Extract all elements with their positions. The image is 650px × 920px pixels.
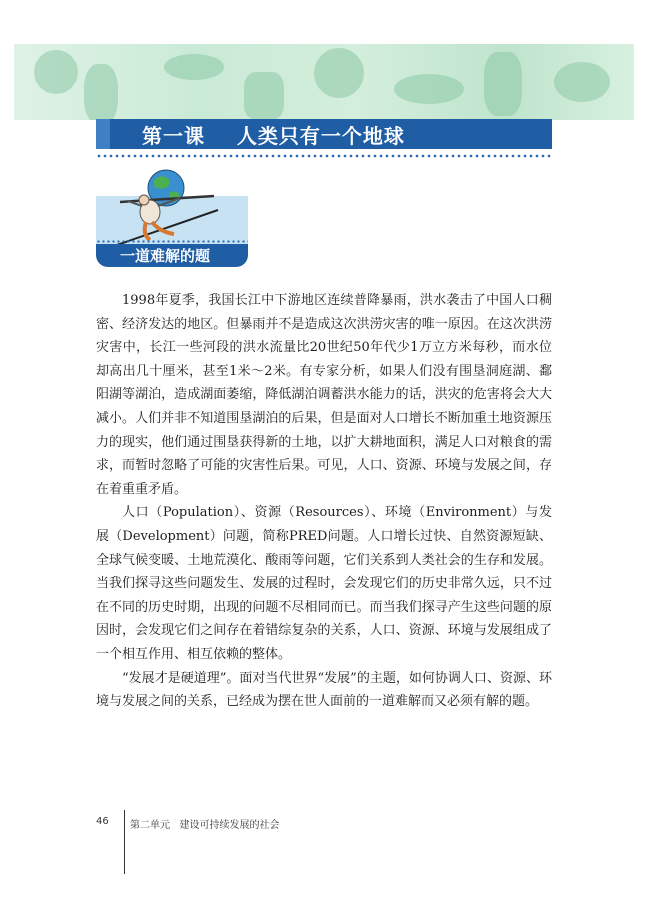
title-dotted-divider xyxy=(96,153,552,159)
page-number: 46 xyxy=(96,816,109,827)
title-bar-accent xyxy=(96,119,110,149)
section-title: 一道难解的题 xyxy=(96,244,248,267)
paragraph-2: 人口（Population）、资源（Resources）、环境（Environment）与发展（Development）问题，简称PRED问题。人口增长过快、自然资源短缺、全球气候变暖、土地荒漠化、酸雨等问题，它们关系到人类社会的生存和发展。当我们探寻这些问题发生、发展的过程时，会发现它们的历史非常久远，只不过在不同的历史时期，出现的问题不尽相同而已。而当我们探寻产生这些问题的原因时，会发现它们之间存在着错综复杂的关系，人口、资源、环境与发展组成了一个相互作用、相互依赖的整体。 xyxy=(96,505,552,662)
footer-chapter-label: 第二单元 建设可持续发展的社会 xyxy=(130,820,280,831)
footer-divider xyxy=(124,810,125,874)
paragraph-1: 1998年夏季，我国长江中下游地区连续普降暴雨，洪水袭击了中国人口稠密、经济发达的地区。但暴雨并不是造成这次洪涝灾害的唯一原因。在这次洪涝灾害中，长江一些河段的洪水流量比20世纪50年代少1万立方米每秒，而水位却高出几十厘米，甚至1米～2米。有专家分析，如果人们没有围垦洞庭湖、鄱阳湖等湖泊，造成湖面萎缩，降低湖泊调蓄洪水能力的话，洪灾的危害将会大大减小。人们并非不知道围垦湖泊的后果，但是面对人口增长不断加重土地资源压力的现实，他们通过围垦获得新的土地，以扩大耕地面积，满足人口对粮食的需求，而暂时忽略了可能的灾害性后果。可见，人口、资源、环境与发展之间，存在着重重矛盾。 xyxy=(96,293,552,497)
body-text xyxy=(96,289,552,714)
lesson-title-bar xyxy=(96,119,552,149)
globe-tightrope-walker-illustration xyxy=(110,166,222,250)
paragraph-3: “发展才是硬道理”。面对当代世界“发展”的主题，如何协调人口、资源、环境与发展之间的关系，已经成为摆在世人面前的一道难解而又必须有解的题。 xyxy=(96,670,552,710)
header-banner xyxy=(14,44,634,120)
lesson-title: 第一课 人类只有一个地球 xyxy=(142,123,405,148)
